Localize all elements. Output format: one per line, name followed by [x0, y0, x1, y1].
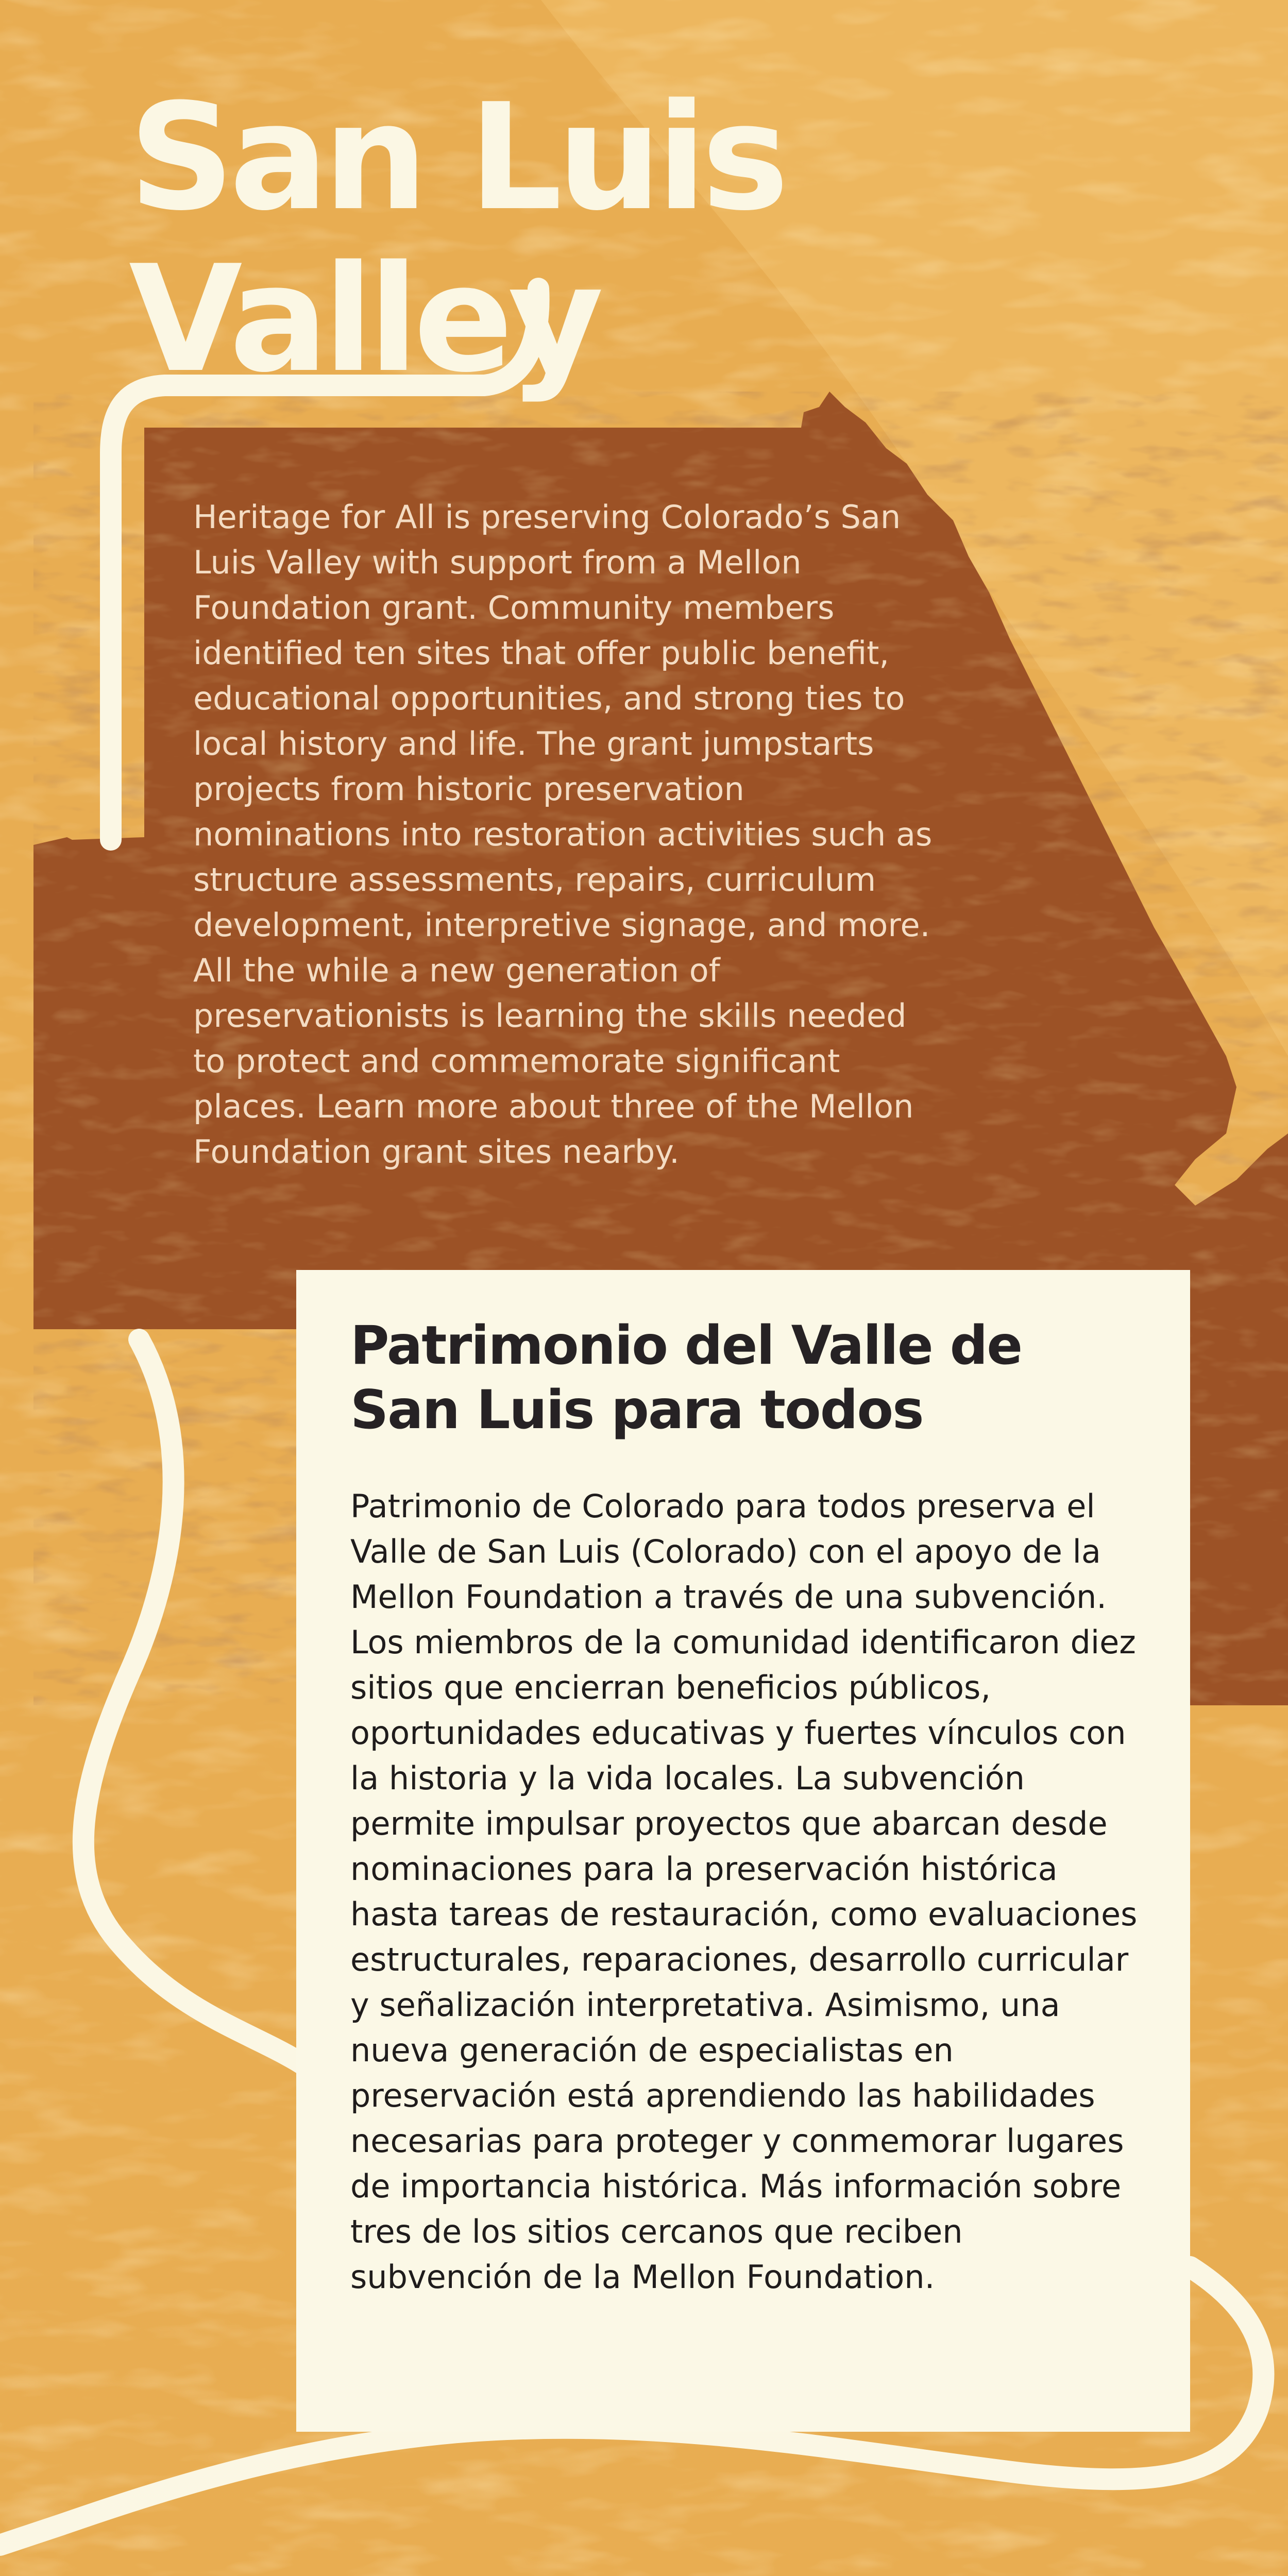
spanish-paragraph: Patrimonio de Colorado para todos preserva el Valle de San Luis (Colorado) con el apoyo de la Mellon Foundation a través de una subvención. Los miembros de la comunidad identificaron diez sitios que encierran beneficios públicos, oportunidades educativas y fuertes vínculos con la historia y la vida locales. La subvención permite impulsar proyectos que abarcan desde nominaciones para la preservación histórica hasta tareas de restauración, como evaluaciones estructurales, reparaciones, desarrollo curricular y señalización interpretativa. Asimismo, una nueva generación de especialistas en preservación está aprendiendo las habilidades necesarias para proteger y conmemorar lugares de importancia histórica. Más información sobre tres de los sitios cercanos que reciben subvención de la Mellon Foundation.	[350, 1487, 1138, 2296]
intro-paragraph: Heritage for All is preserving Colorado’s San Luis Valley with support from a Mellon Foundation grant. Community members identified ten sites that offer public benefit, educational opportunities, and strong ties to local history and life. The grant jumpstarts projects from historic preservation nominations into restoration activities such as structure assessments, repairs, curriculum development, interpretive signage, and more. All the while a new generation of preservationists is learning the skills needed to protect and commemorate significant places. Learn more about three of the Mellon Foundation grant sites nearby.	[193, 498, 933, 1171]
page-title-line-1: San Luis	[129, 72, 784, 243]
page-title	[129, 72, 824, 405]
page-title-line-2: Valley	[129, 233, 599, 405]
spanish-heading: Patrimonio del Valle de San Luis para todos	[350, 1315, 1022, 1441]
spanish-card	[296, 1270, 1190, 2432]
